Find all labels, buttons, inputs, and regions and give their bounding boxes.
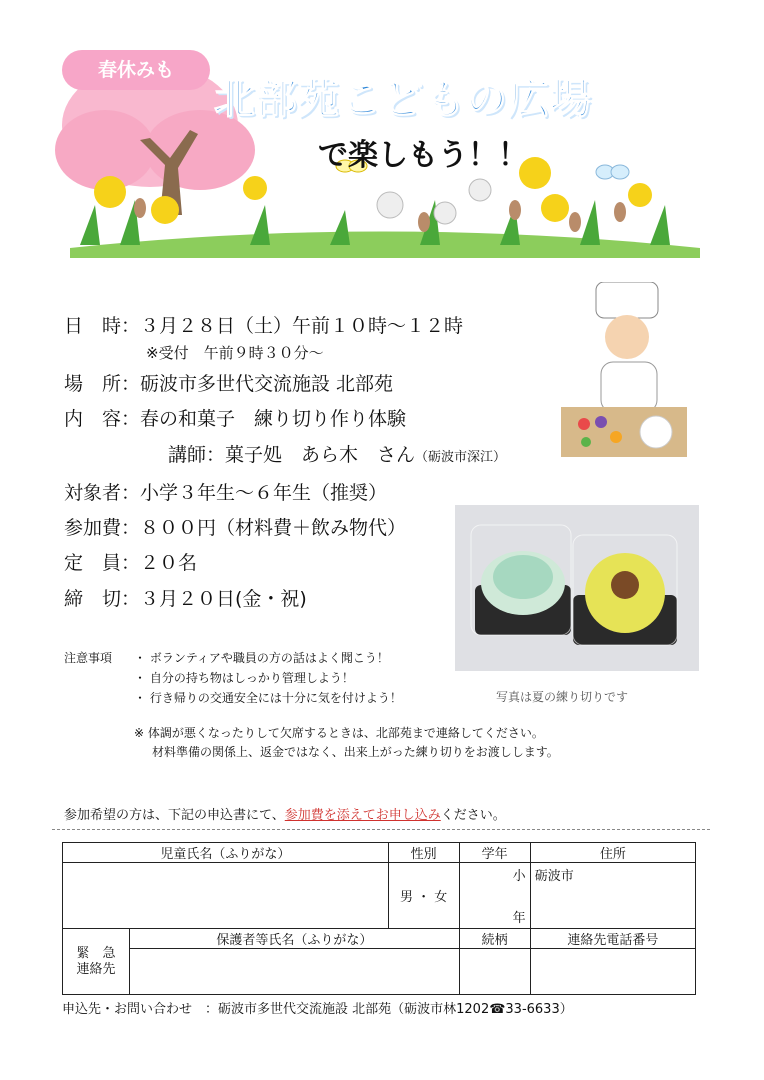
place-row bbox=[64, 369, 393, 396]
instructor-name: 講師：菓子処 あら木 さん bbox=[168, 444, 416, 466]
fee-row bbox=[64, 513, 406, 540]
emergency-label-line1: 緊 急 bbox=[76, 945, 116, 961]
place-label: 場 所： bbox=[64, 373, 141, 395]
content-label: 内 容： bbox=[64, 408, 141, 430]
absence-note-2: 材料準備の関係上、返金ではなく、出来上がった練り切りをお渡しします。 bbox=[152, 745, 559, 759]
header-phone: 連絡先電話番号 bbox=[530, 929, 695, 949]
page-title: 北部苑こどもの広場 bbox=[214, 75, 592, 123]
date-value: ３月２８日（土）午前１０時～１２時 bbox=[140, 315, 464, 337]
spring-break-badge: 春休みも bbox=[62, 50, 210, 90]
content-value: 春の和菓子 練り切り作り体験 bbox=[140, 408, 407, 430]
deadline-row bbox=[64, 584, 307, 611]
photo-caption: 写真は夏の練り切りです bbox=[496, 690, 629, 704]
apply-text-before: 参加希望の方は、下記の申込書にて、 bbox=[64, 808, 285, 823]
child-name-field[interactable] bbox=[63, 863, 389, 929]
note-item-2: ・ 自分の持ち物はしっかり管理しよう！ bbox=[134, 671, 354, 685]
apply-text-emphasis: 参加費を添えてお申し込み bbox=[284, 808, 441, 823]
header-gender: 性別 bbox=[388, 843, 459, 863]
cut-line bbox=[52, 829, 710, 830]
header-relation: 続柄 bbox=[459, 929, 530, 949]
reception-time: ※受付 午前９時３０分～ bbox=[146, 344, 324, 362]
target-value: 小学３年生～６年生（推奨） bbox=[140, 482, 388, 504]
content-row bbox=[64, 404, 406, 431]
instructor-location: （砺波市深江） bbox=[415, 450, 507, 465]
address-field[interactable] bbox=[530, 863, 695, 929]
date-row bbox=[64, 311, 463, 338]
target-row bbox=[64, 478, 387, 505]
notes-label: 注意事項 bbox=[64, 651, 113, 665]
absence-note-1: ※ 体調が悪くなったりして欠席するときは、北部苑まで連絡してください。 bbox=[134, 726, 544, 740]
deadline-label: 締 切： bbox=[64, 588, 141, 610]
fee-value: ８００円（材料費＋飲み物代） bbox=[140, 517, 407, 539]
emergency-label-line2: 連絡先 bbox=[76, 961, 116, 977]
gender-field[interactable]: 男 ・ 女 bbox=[388, 863, 459, 929]
note-item-3: ・ 行き帰りの交通安全には十分に気を付けよう！ bbox=[134, 691, 402, 705]
header-address: 住所 bbox=[530, 843, 695, 863]
grade-field[interactable] bbox=[459, 863, 530, 929]
date-label: 日 時： bbox=[64, 315, 141, 337]
apply-instruction bbox=[64, 804, 506, 823]
header-grade: 学年 bbox=[459, 843, 530, 863]
place-value: 砺波市多世代交流施設 北部苑 bbox=[140, 373, 394, 395]
phone-field[interactable] bbox=[530, 949, 695, 995]
grade-elementary: 小 bbox=[512, 869, 526, 884]
page-subtitle: で楽しもう！！ bbox=[318, 138, 528, 173]
grade-year: 年 bbox=[512, 911, 526, 926]
header-child-name: 児童氏名（ふりがな） bbox=[63, 843, 389, 863]
apply-text-after: ください。 bbox=[440, 808, 506, 823]
deadline-value: ３月２０日(金・祝) bbox=[140, 588, 307, 610]
capacity-value: ２０名 bbox=[140, 552, 198, 574]
fee-label: 参加費： bbox=[64, 517, 141, 539]
chef-illustration bbox=[556, 282, 690, 462]
instructor-row bbox=[168, 440, 506, 467]
contact-footer: 申込先・お問い合わせ ：砺波市多世代交流施設 北部苑（砺波市林1202☎33-6633） bbox=[62, 1002, 573, 1017]
relation-field[interactable] bbox=[459, 949, 530, 995]
capacity-label: 定 員： bbox=[64, 552, 141, 574]
wagashi-photo bbox=[455, 505, 699, 671]
header-guardian-name: 保護者等氏名（ふりがな） bbox=[130, 929, 460, 949]
emergency-contact-label bbox=[63, 929, 130, 995]
guardian-name-field[interactable] bbox=[130, 949, 460, 995]
target-label: 対象者： bbox=[64, 482, 141, 504]
note-item-1: ・ ボランティアや職員の方の話はよく聞こう！ bbox=[134, 651, 389, 665]
address-prefix: 砺波市 bbox=[534, 869, 574, 884]
capacity-row bbox=[64, 548, 197, 575]
application-form bbox=[62, 842, 696, 995]
